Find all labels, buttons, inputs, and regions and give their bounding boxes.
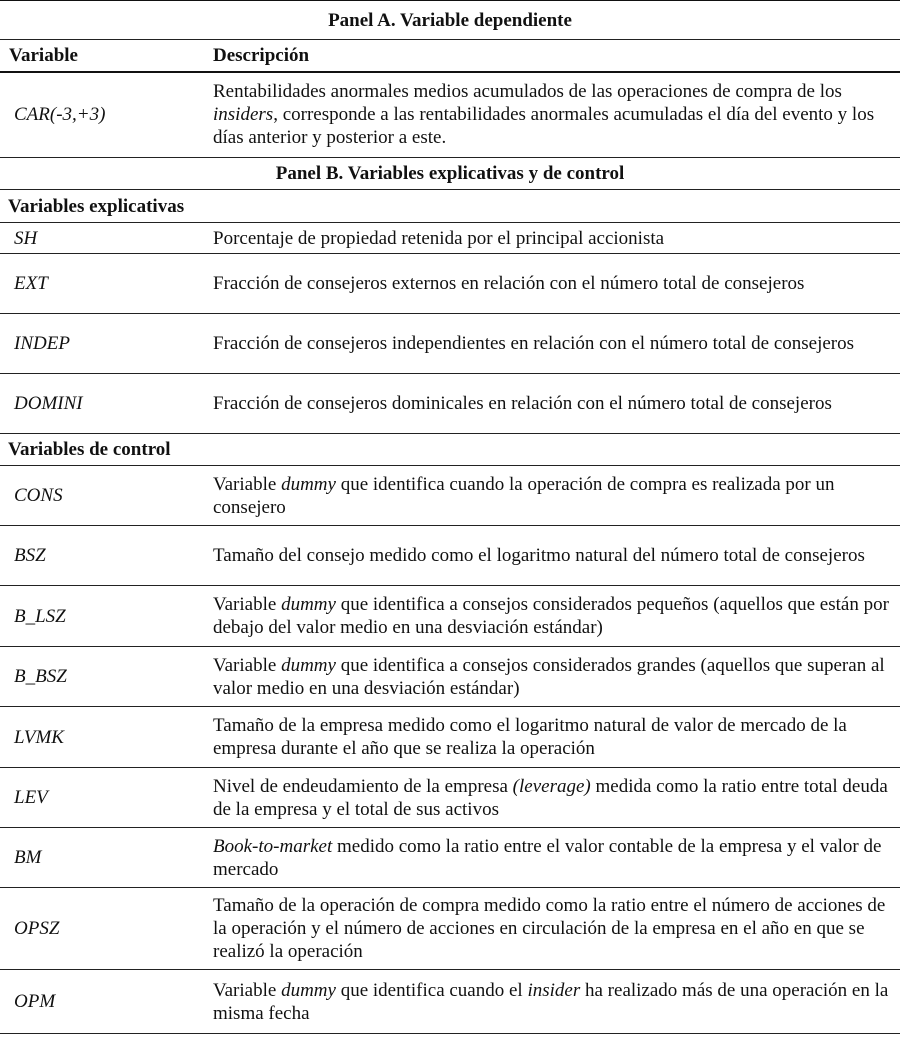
variable-name: LVMK — [0, 707, 200, 768]
text-segment: Tamaño de la operación de compra medido como la ratio entre el número de acciones de la operación y el número de acciones en circulación de la empresa en el año en que se realizó la operación — [213, 895, 886, 962]
table-row — [0, 970, 900, 1034]
table-header-row — [0, 40, 900, 72]
table-row — [0, 768, 900, 828]
variable-name: SH — [0, 223, 200, 254]
text-segment: ha realizado más de una operación en la misma fecha — [213, 979, 889, 1024]
variable-name: CONS — [0, 466, 200, 526]
variable-description — [200, 223, 900, 254]
variable-name: OPM — [0, 970, 200, 1034]
italic-text: dummy — [281, 654, 336, 676]
text-segment: que identifica cuando la operación de compra es realizada por un consejero — [213, 473, 835, 518]
variable-description — [200, 888, 900, 970]
variable-name: BM — [0, 828, 200, 888]
text-segment: Variable — [213, 473, 282, 495]
table-row — [0, 526, 900, 586]
section-heading-row — [0, 190, 900, 223]
italic-text: insider — [527, 979, 581, 1001]
variable-description — [200, 314, 900, 374]
table-row — [0, 647, 900, 707]
text-segment: Tamaño del consejo medido como el logaritmo natural del número total de consejeros — [213, 545, 865, 566]
table-row — [0, 72, 900, 158]
table-row — [0, 828, 900, 888]
italic-text: Book-to-market — [213, 835, 333, 857]
text-segment: Variable — [213, 654, 282, 676]
table-row — [0, 254, 900, 314]
variable-name: BSZ — [0, 526, 200, 586]
italic-text: insiders — [213, 104, 274, 126]
table-row — [0, 586, 900, 647]
variable-description — [200, 647, 900, 707]
panel-a-title-row — [0, 1, 900, 40]
header-description: Descripción — [200, 40, 900, 72]
text-segment: , corresponde a las rentabilidades anormales acumuladas el día del evento y los días anterior y posterior a este. — [213, 104, 875, 149]
italic-text: dummy — [281, 594, 336, 615]
variable-description — [200, 970, 900, 1034]
variable-name: B_LSZ — [0, 586, 200, 647]
variable-description — [200, 254, 900, 314]
variable-name: DOMINI — [0, 374, 200, 434]
table-row — [0, 707, 900, 768]
section-heading: Variables de control — [0, 434, 900, 466]
table-row — [0, 314, 900, 374]
variable-name: LEV — [0, 768, 200, 828]
text-segment: Variable — [213, 979, 282, 1001]
table-row — [0, 888, 900, 970]
header-variable: Variable — [0, 40, 200, 72]
variable-name: EXT — [0, 254, 200, 314]
variable-name: INDEP — [0, 314, 200, 374]
variable-description — [200, 72, 900, 158]
text-segment: Fracción de consejeros externos en relación con el número total de consejeros — [213, 273, 805, 294]
table-row — [0, 374, 900, 434]
panel-b-title: Panel B. Variables explicativas y de control — [0, 158, 900, 190]
text-segment: que identifica cuando el — [335, 979, 528, 1001]
panel-a-title: Panel A. Variable dependiente — [0, 1, 900, 40]
text-segment: Tamaño de la empresa medido como el logaritmo natural de valor de mercado de la empresa durante el año que se realiza la operación — [213, 715, 847, 759]
variable-description — [200, 374, 900, 434]
variable-description — [200, 466, 900, 526]
section-heading: Variables explicativas — [0, 190, 900, 223]
text-segment: Porcentaje de propiedad retenida por el principal accionista — [213, 227, 665, 249]
text-segment: Nivel de endeudamiento de la empresa — [213, 775, 513, 797]
text-segment: que identifica a consejos considerados grandes (aquellos que superan al valor medio en una desviación estándar) — [213, 654, 885, 699]
table-row — [0, 223, 900, 254]
text-segment: medida como la ratio entre total deuda de la empresa y el total de sus activos — [213, 775, 888, 820]
variable-name: B_BSZ — [0, 647, 200, 707]
variable-name: OPSZ — [0, 888, 200, 970]
variable-description — [200, 526, 900, 586]
italic-text: dummy — [281, 473, 336, 495]
text-segment: Variable — [213, 594, 282, 615]
table-row — [0, 466, 900, 526]
variable-description — [200, 586, 900, 647]
text-segment: medido como la ratio entre el valor contable de la empresa y el valor de mercado — [213, 835, 882, 880]
italic-text: (leverage) — [512, 775, 591, 797]
section-heading-row — [0, 434, 900, 466]
italic-text: dummy — [281, 979, 336, 1001]
text-segment: Fracción de consejeros independientes en relación con el número total de consejeros — [213, 333, 855, 354]
text-segment: Rentabilidades anormales medios acumulados de las operaciones de compra de los — [213, 81, 842, 103]
variable-description — [200, 828, 900, 888]
text-segment: que identifica a consejos considerados pequeños (aquellos que están por debajo del valor medio en una desviación estándar) — [213, 594, 889, 638]
variable-description — [200, 707, 900, 768]
variable-name: CAR(-3,+3) — [0, 72, 200, 158]
variable-description — [200, 768, 900, 828]
text-segment: Fracción de consejeros dominicales en relación con el número total de consejeros — [213, 393, 832, 414]
panel-b-title-row — [0, 158, 900, 190]
